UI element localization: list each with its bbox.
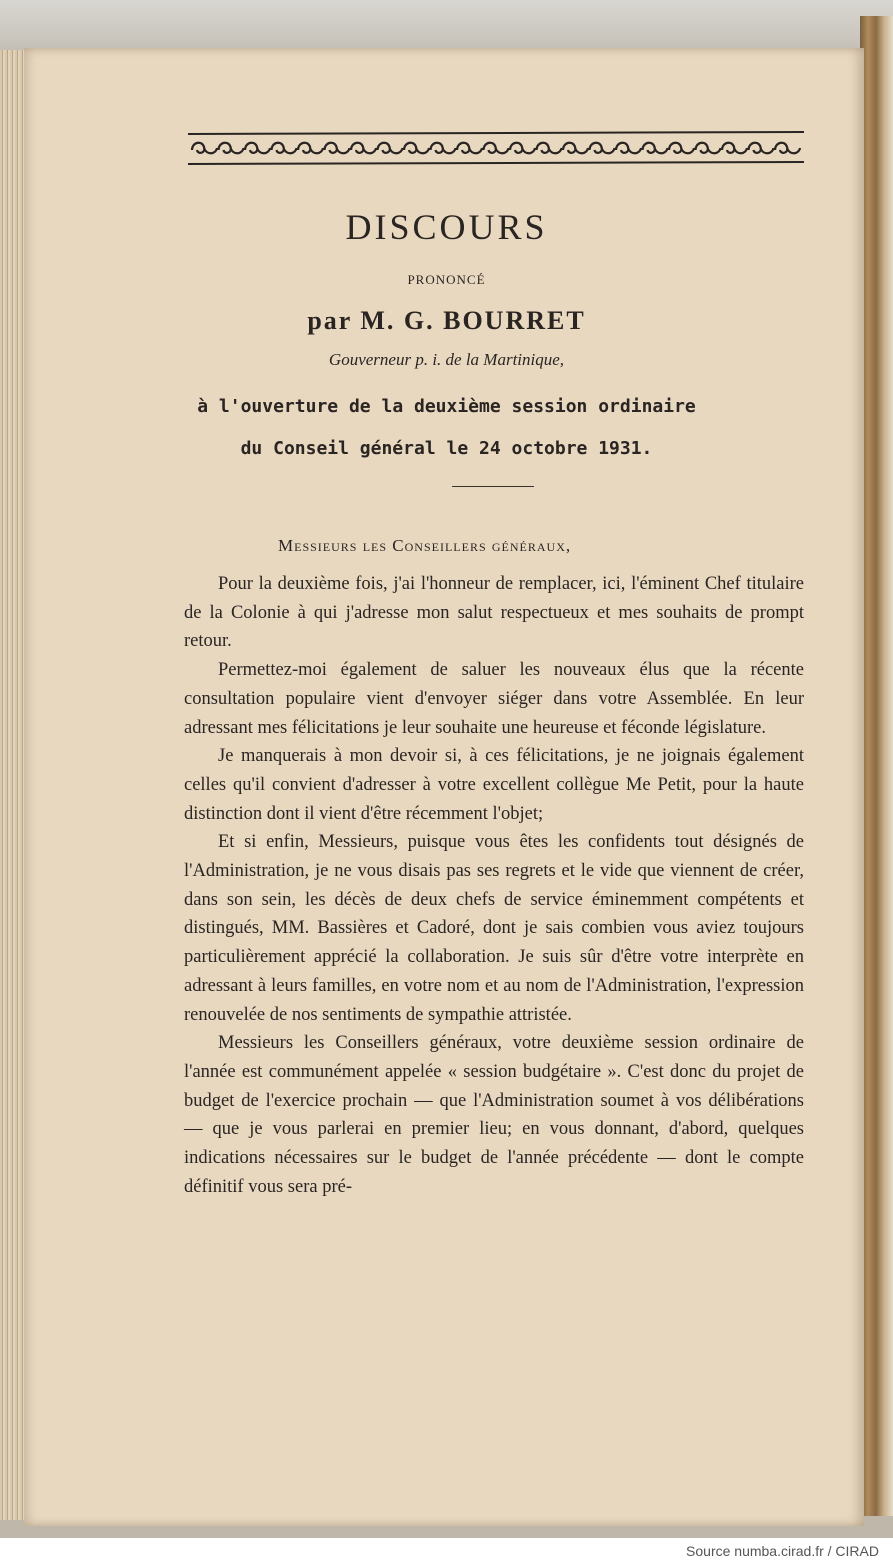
paragraph: Permettez-moi également de saluer les nouveaux élus que la récente consultation populaire vient d'envoyer siéger dans votre Assemblée. En leur adressant mes félicitations je leur souhaite une heureuse et féconde législature. [184,660,804,738]
ornament-scroll [537,143,562,154]
ornament-scroll [298,143,323,154]
ornament-scroll [192,143,217,154]
ornament-scroll [245,143,270,154]
ornament-scroll [325,143,350,154]
ornament-scroll [643,143,668,154]
ornament-scroll [722,143,747,154]
paragraph: Messieurs les Conseillers généraux, votre deuxième session ordinaire de l'année est communément appelée « session budgétaire ». C'est donc du projet de budget de l'exercice prochain — que l'Administration soumet à vos délibérations — que je vous parlerai en premier lieu; en vous donnant, d'abord, quelques indications nécessaires sur le budget de l'année précédente — dont le compte définitif vous sera pré- [184,1033,804,1197]
ornament-scroll [219,143,244,154]
ornament-scroll [616,143,641,154]
source-credit: Source numba.cirad.fr / CIRAD [686,1543,879,1559]
ornament-scroll [351,143,376,154]
prononce-label: PRONONCÉ [407,272,486,287]
ornament-scroll [510,143,535,154]
ornament-scroll [431,143,456,154]
section-divider [452,486,534,487]
ornament-scroll [669,143,694,154]
ornament-scroll [775,143,800,154]
occasion-line-2: du Conseil général le 24 octobre 1931. [240,438,653,459]
paragraph: Pour la deuxième fois, j'ai l'honneur de remplacer, ici, l'éminent Chef titulaire de la Colonie à qui j'adresse mon salut respectueux et mes souhaits de prompt retour. [184,574,804,652]
ornament-scroll [457,143,482,154]
ornament-scroll [590,143,615,154]
ornament-scroll [272,143,297,154]
salutation: Messieurs les Conseillers généraux, [278,536,572,555]
ornament-scroll [378,143,403,154]
author-line: par M. G. BOURRET [307,306,586,335]
speech-body [184,570,804,1201]
paragraph: Et si enfin, Messieurs, puisque vous êtes les confidents tout désignés de l'Administration, je ne vous disais pas ses regrets et le vide que viennent de créer, dans son sein, les décès de deux chefs de service éminemment compétents et distingués, MM. Bassières et Cadoré, dont je sais combien vous aviez toujours particulièrement apprécié la collaboration. Je suis sûr d'être votre interprète en adressant à leurs familles, en votre nom et au nom de l'Administration, l'expression renouvelée de nos sentiments de sympathie attristée. [184,832,804,1025]
ornament-scroll [749,143,774,154]
paragraph: Je manquerais à mon devoir si, à ces félicitations, je ne joignais également celles qu'il convient d'adresser à votre excellent collègue Me Petit, pour la haute distinction dont il vient d'être récemment l'objet; [184,746,804,824]
ornament-scroll [696,143,721,154]
page-title: DISCOURS [345,207,548,247]
author-title: Gouverneur p. i. de la Martinique, [328,350,565,369]
ornament-scroll [404,143,429,154]
occasion-line-1: à l'ouverture de la deuxième session ordinaire [197,396,696,417]
ornamental-border [186,128,806,170]
ornament-scroll [563,143,588,154]
ornament-scroll [484,143,509,154]
